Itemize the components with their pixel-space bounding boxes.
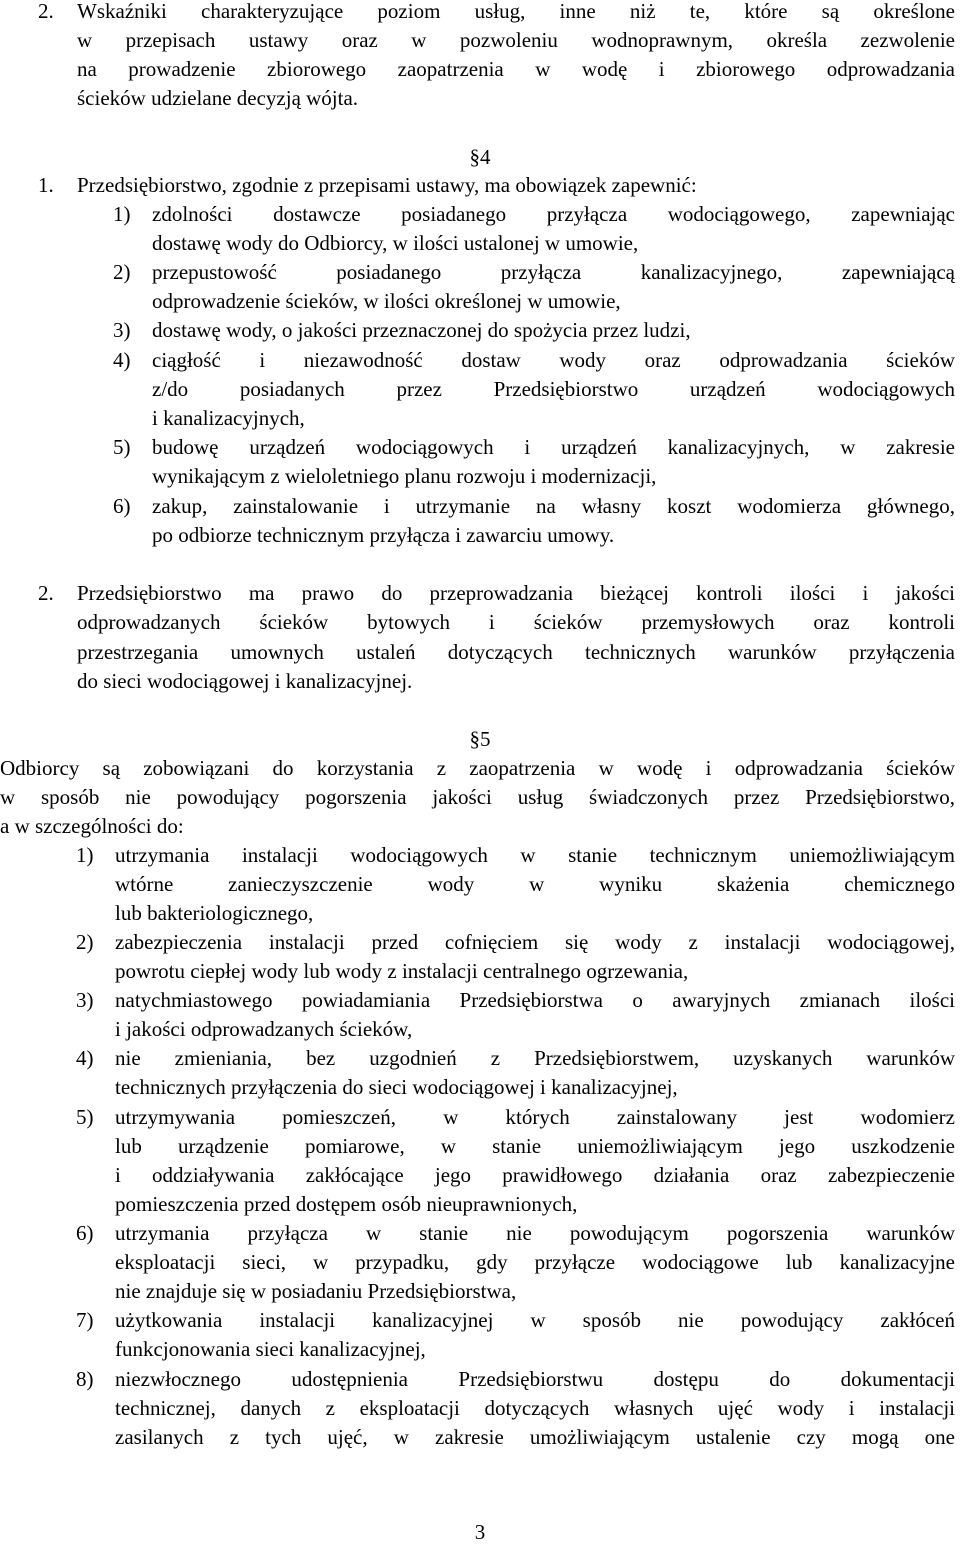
s4-item-line: po odbiorze technicznym przyłącza i zawarciu umowy. [152, 523, 615, 547]
s4-p2-number: 2. [38, 581, 54, 605]
top-item-number: 2. [38, 0, 54, 23]
s4-item-line: przepustowość posiadanego przyłącza kanalizacyjnego, zapewniającą [152, 260, 955, 284]
s5-item-line: natychmiastowego powiadamiania Przedsiębiorstwa o awaryjnych zmianach ilości [115, 988, 955, 1012]
s5-item-line: technicznych przyłączenia do sieci wodociągowej i kanalizacyjnej, [115, 1075, 678, 1099]
s5-item-number: 8) [76, 1367, 94, 1391]
s5-item-line: użytkowania instalacji kanalizacyjnej w sposób nie powodujący zakłóceń [115, 1308, 955, 1332]
s5-item-line: technicznej, danych z eksploatacji dotyczących własnych ujęć wody i instalacji [115, 1396, 955, 1420]
s5-item-line: powrotu ciepłej wody lub wody z instalacji centralnego ogrzewania, [115, 959, 689, 983]
s5-item-number: 6) [76, 1221, 94, 1245]
s4-item-line: z/do posiadanych przez Przedsiębiorstwo urządzeń wodociągowych [152, 377, 955, 401]
s4-item-line: dostawę wody, o jakości przeznaczonej do spożycia przez ludzi, [152, 318, 691, 342]
s4-p2-line: przestrzegania umownych ustaleń dotyczących technicznych warunków przyłączenia [77, 640, 955, 664]
section-4-heading: §4 [469, 145, 491, 169]
page-number: 3 [474, 1520, 486, 1544]
top-item-line: w przepisach ustawy oraz w pozwoleniu wodnoprawnym, określa zezwolenie [77, 28, 955, 52]
s4-item-number: 2) [113, 260, 131, 284]
s4-p2-line: odprowadzanych ścieków bytowych i ścieków przemysłowych oraz kontroli [77, 610, 955, 634]
s4-p1-number: 1. [38, 173, 54, 197]
s5-intro-line: Odbiorcy są zobowiązani do korzystania z zaopatrzenia w wodę i odprowadzania ścieków [0, 756, 955, 780]
s5-item-number: 1) [76, 843, 94, 867]
top-item-line: Wskaźniki charakteryzujące poziom usług, inne niż te, które są określone [77, 0, 955, 23]
s5-item-line: zasilanych z tych ujęć, w zakresie umożliwiającym ustalenie czy mogą one [115, 1425, 955, 1449]
s5-item-line: eksploatacji sieci, w przypadku, gdy przyłącze wodociągowe lub kanalizacyjne [115, 1250, 955, 1274]
s4-p1-intro: Przedsiębiorstwo, zgodnie z przepisami ustawy, ma obowiązek zapewnić: [77, 173, 697, 197]
s5-intro-line: w sposób nie powodujący pogorszenia jakości usług świadczonych przez Przedsiębiorstwo, [0, 785, 955, 809]
s4-item-line: ciągłość i niezawodność dostaw wody oraz odprowadzania ścieków [152, 348, 955, 372]
s4-item-number: 1) [113, 202, 131, 226]
s5-item-number: 2) [76, 930, 94, 954]
s5-item-number: 7) [76, 1308, 94, 1332]
s5-item-line: utrzymania instalacji wodociągowych w stanie technicznym uniemożliwiającym [115, 843, 955, 867]
s4-item-line: wynikającym z wieloletniego planu rozwoju i modernizacji, [152, 464, 657, 488]
s4-item-number: 3) [113, 318, 131, 342]
section-5-heading: §5 [469, 727, 491, 751]
s5-item-line: funkcjonowania sieci kanalizacyjnej, [115, 1337, 426, 1361]
s5-item-line: niezwłocznego udostępnienia Przedsiębiorstwu dostępu do dokumentacji [115, 1367, 955, 1391]
s5-intro-line: a w szczególności do: [0, 814, 184, 838]
s4-item-number: 6) [113, 494, 131, 518]
s4-item-line: odprowadzenie ścieków, w ilości określonej w umowie, [152, 289, 621, 313]
top-item-line: na prowadzenie zbiorowego zaopatrzenia w wodę i zbiorowego odprowadzania [77, 57, 955, 81]
top-item-line: ścieków udzielane decyzją wójta. [77, 86, 359, 110]
s5-item-number: 3) [76, 988, 94, 1012]
s5-item-number: 5) [76, 1105, 94, 1129]
s5-item-line: nie zmieniania, bez uzgodnień z Przedsiębiorstwem, uzyskanych warunków [115, 1046, 955, 1070]
s5-item-line: lub urządzenie pomiarowe, w stanie uniemożliwiającym jego uszkodzenie [115, 1134, 955, 1158]
s4-item-line: budowę urządzeń wodociągowych i urządzeń kanalizacyjnych, w zakresie [152, 435, 955, 459]
s4-item-line: zakup, zainstalowanie i utrzymanie na własny koszt wodomierza głównego, [152, 494, 955, 518]
s4-item-number: 5) [113, 435, 131, 459]
s4-item-line: dostawę wody do Odbiorcy, w ilości ustalonej w umowie, [152, 231, 639, 255]
s5-item-line: i oddziaływania zakłócające jego prawidłowego działania oraz zabezpieczenie [115, 1163, 955, 1187]
s5-item-line: wtórne zanieczyszczenie wody w wyniku skażenia chemicznego [115, 872, 955, 896]
s5-item-line: zabezpieczenia instalacji przed cofnięciem się wody z instalacji wodociągowej, [115, 930, 955, 954]
s5-item-line: lub bakteriologicznego, [115, 901, 314, 925]
s5-item-line: i jakości odprowadzanych ścieków, [115, 1017, 413, 1041]
s5-item-number: 4) [76, 1046, 94, 1070]
s4-p2-line: Przedsiębiorstwo ma prawo do przeprowadzania bieżącej kontroli ilości i jakości [77, 581, 955, 605]
s5-item-line: nie znajduje się w posiadaniu Przedsiębiorstwa, [115, 1279, 517, 1303]
s4-item-line: zdolności dostawcze posiadanego przyłącza wodociągowego, zapewniając [152, 202, 955, 226]
s4-item-line: i kanalizacyjnych, [152, 406, 305, 430]
s4-p2-line: do sieci wodociągowej i kanalizacyjnej. [77, 669, 413, 693]
s5-item-line: utrzymywania pomieszczeń, w których zainstalowany jest wodomierz [115, 1105, 955, 1129]
s4-item-number: 4) [113, 348, 131, 372]
s5-item-line: pomieszczenia przed dostępem osób nieuprawnionych, [115, 1192, 578, 1216]
s5-item-line: utrzymania przyłącza w stanie nie powodującym pogorszenia warunków [115, 1221, 955, 1245]
